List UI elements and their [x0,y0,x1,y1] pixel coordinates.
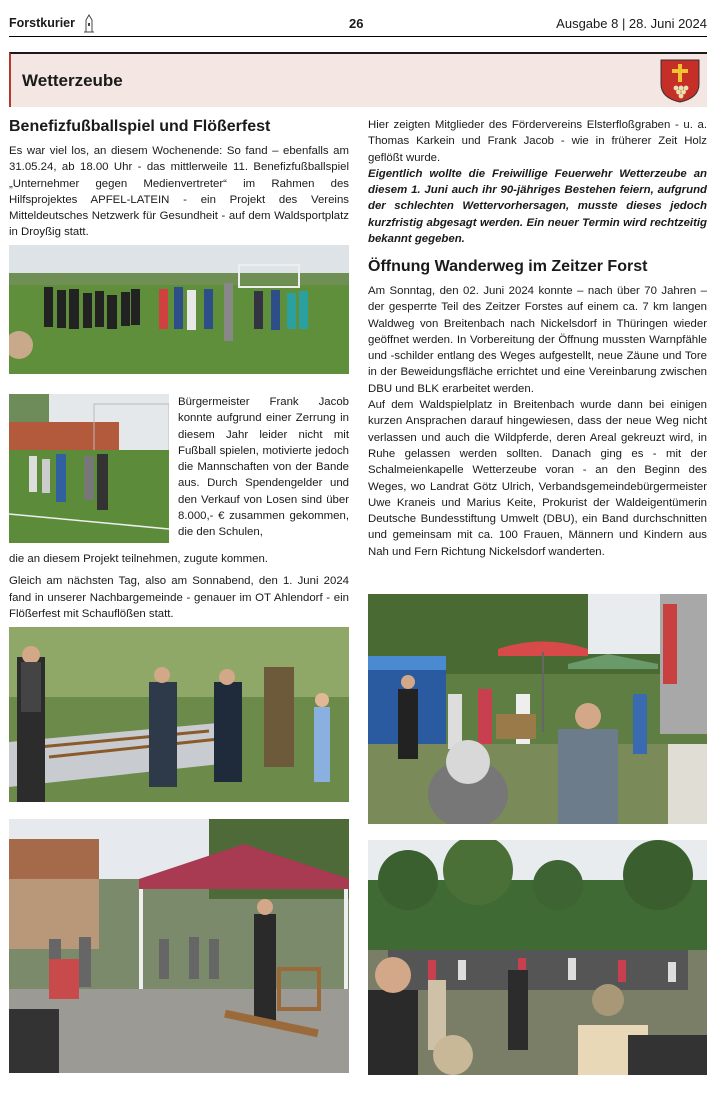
section-title: Wetterzeube [22,71,123,90]
article1-mayor-text [178,394,349,541]
page-header [9,14,707,37]
article1-title: Benefizfußballspiel und Flößerfest [9,118,271,135]
photo-log-rafting [9,627,349,802]
photo-festival-tent [9,819,349,1073]
article2-paragraph: Am Sonntag, den 02. Juni 2024 konnte – nach über 70 Jahren – der gesperrte Teil des Zeitzer Forstes auf einem ca. 7 km langen Waldweg von Breitenbach nach Nickelsdorf in Thüringen wieder geöffnet werden. In Vorbereitung der Öffnung mussten Warnpfähle und -schilder entlang des Weges aufgestellt, neue Zäune und Tore in der Beweidungsfläche errichtet und eine Vereinbarung zwischen DBU und BLK erarbeitet werden. [368,285,707,395]
article1-intro [9,143,349,241]
article2-body [368,283,707,560]
photo-hiking-crowd [368,840,707,1075]
article1-paragraph: Es war viel los, an diesem Wochenende: So fand – ebenfalls am 31.05.24, ab 18.00 Uhr - das mittlerweile 11. Benefizfußballspiel „Unternehmer gegen Medienvertreter“ im Rahmen des Hilfsprojektes APFEL-LATEIN - ein Projekt des Vereins Mitteldeutsches Netzwerk für Gesundheit - auf dem Waldsportplatz in Droyßig statt. [9,145,349,239]
article1-right-text [368,117,707,247]
article1-fire-brigade-note: Eigentlich wollte die Freiwillige Feuerwehr Wetterzeube an diesem 1. Juni auch ihr 90-jähriges Bestehen feiern, aufgrund der schlechten Wettervorhersagen, musste dieses jedoch kurzfristig abgesagt werden. Ein neuer Termin wird rechtzeitig bekannt gegeben. [368,167,707,246]
article2-paragraph: Auf dem Waldspielplatz in Breitenbach wurde dann bei einigen kurzen Ansprachen darauf hingewiesen, dass der neue Weg nicht verlassen und auch die Wildpferde, deren Areal gekreuzt wird, in Ruhe gelassen werden sollten. Danach ging es - mit der Schalmeienkapelle Wetterzeube voran - an den Beginn des Weges, wo Landrat Götz Ulrich, Verbandsgemeindebürgermeister Uwe Kraneis und Marius Keite, Prokurist der Waldeigentümerin Deutsche Bundesstiftung Umwelt (DBU), ein Band durchschnitten und gemeinsam mit ca. 100 Frauen, Männern und Kindern aus Nah und Fern Richtung Nickelsdorf wanderten. [368,399,707,558]
coat-of-arms-icon [659,58,701,104]
tower-icon [81,14,97,34]
article1-paragraph: Bürgermeister Frank Jacob konnte aufgrund einer Zerrung in diesem Jahr leider nicht mit Fußball spielen, motivierte jedoch die Mannschaften von der Bande aus. Durch Spendengelder und den Verkauf von Losen sind über 8.000,- € zusammen gekommen, die den Schulen, [178,396,349,539]
section-banner [9,52,707,107]
page-number: 26 [349,16,364,31]
article1-paragraph: die an diesem Projekt teilnehmen, zugute kommen. [9,553,268,565]
photo-opening-speech [368,594,707,824]
photo-mayor-at-field [9,394,169,543]
article2-title: Öffnung Wanderweg im Zeitzer Forst [368,258,648,275]
article1-paragraph: Hier zeigten Mitglieder des Fördervereins Elsterfloßgraben - u. a. Thomas Karkein und Frank Jacob - wie in früherer Zeit Holz geflößt wurde. [368,119,707,164]
article1-paragraph: Gleich am nächsten Tag, also am Sonnabend, den 1. Juni 2024 fand in unserer Nachbargemeinde - genauer im OT Ahlendorf - ein Flößerfest mit Schauflößen statt. [9,575,349,620]
photo-football-teams [9,245,349,374]
article1-continued [9,551,349,622]
issue-info: Ausgabe 8 | 28. Juni 2024 [556,16,707,31]
publication-name: Forstkurier [9,16,75,30]
